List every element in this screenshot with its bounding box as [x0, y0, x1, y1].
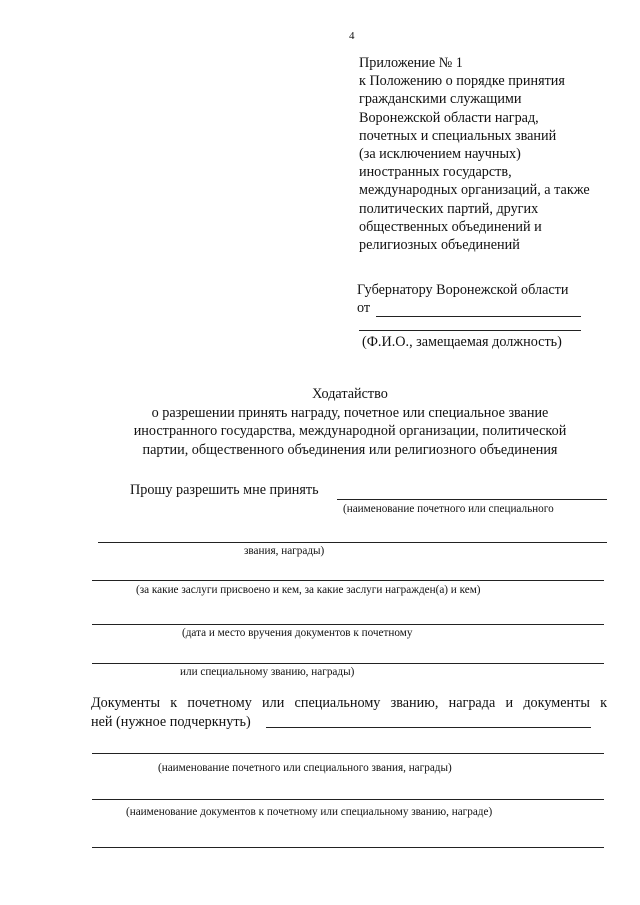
petition-title: Ходатайство [312, 386, 388, 402]
petition-subtitle-line: о разрешении принять награду, почетное или специальное звание [151, 404, 549, 421]
documents-line: Документы к почетному или специальному званию, награда и документы к [91, 695, 607, 711]
documents-paragraph [91, 694, 607, 731]
appendix-line: международных организаций, а также [359, 182, 590, 199]
award-name-line[interactable] [337, 499, 607, 500]
delivery-line-2[interactable] [92, 663, 604, 664]
documents-hint: (наименование почетного или специального звания, награды) [158, 762, 452, 774]
documents-hint: (наименование документов к почетному или специальному званию, награде) [126, 806, 493, 818]
request-hint: звания, награды) [244, 545, 325, 557]
appendix-line: (за исключением научных) [359, 146, 521, 163]
appendix-line: к Положению о порядке принятия [359, 73, 565, 90]
page-number: 4 [349, 30, 355, 42]
appendix-line: Воронежской области наград, [359, 109, 539, 126]
appendix-line: политических партий, других [359, 200, 539, 217]
from-field-line[interactable] [376, 316, 581, 317]
documents-line: ней (нужное подчеркнуть) [91, 713, 251, 730]
appendix-line: Приложение № 1 [359, 55, 463, 71]
appendix-line: иностранных государств, [359, 164, 512, 181]
fio-caption: (Ф.И.О., замещаемая должность) [362, 334, 562, 350]
appendix-header [359, 54, 590, 254]
merits-line[interactable] [92, 580, 604, 581]
request-hint: или специальному званию, награды) [180, 666, 355, 678]
request-hint: (дата и место вручения документов к почетному [182, 627, 413, 639]
request-hint: (за какие заслуги присвоено и кем, за какие заслуги награжден(а) и кем) [136, 584, 481, 596]
appendix-line: гражданскими служащими [359, 91, 522, 108]
documents-list-line-2[interactable] [92, 847, 604, 848]
appendix-line: почетных и специальных званий [359, 127, 557, 144]
appendix-line: религиозных объединений [359, 237, 520, 254]
petition-subtitle-line: партии, общественного объединения или религиозного объединения [142, 441, 558, 458]
documents-list-line[interactable] [92, 799, 604, 800]
documents-name-line[interactable] [92, 753, 604, 754]
award-name-line-2[interactable] [98, 542, 607, 543]
petition-subtitle-line: иностранного государства, международной организации, политической [133, 423, 567, 439]
addressee-from-label: от [357, 300, 371, 316]
underline-choice-line[interactable] [266, 727, 591, 728]
addressee-block [357, 281, 568, 317]
appendix-line: общественных объединений и [359, 218, 542, 235]
from-field-line-2[interactable] [359, 330, 581, 331]
request-text: Прошу разрешить мне принять [130, 482, 319, 498]
delivery-line[interactable] [92, 624, 604, 625]
petition-heading [60, 385, 640, 459]
request-hint: (наименование почетного или специального [343, 503, 554, 515]
addressee-to: Губернатору Воронежской области [357, 282, 569, 298]
